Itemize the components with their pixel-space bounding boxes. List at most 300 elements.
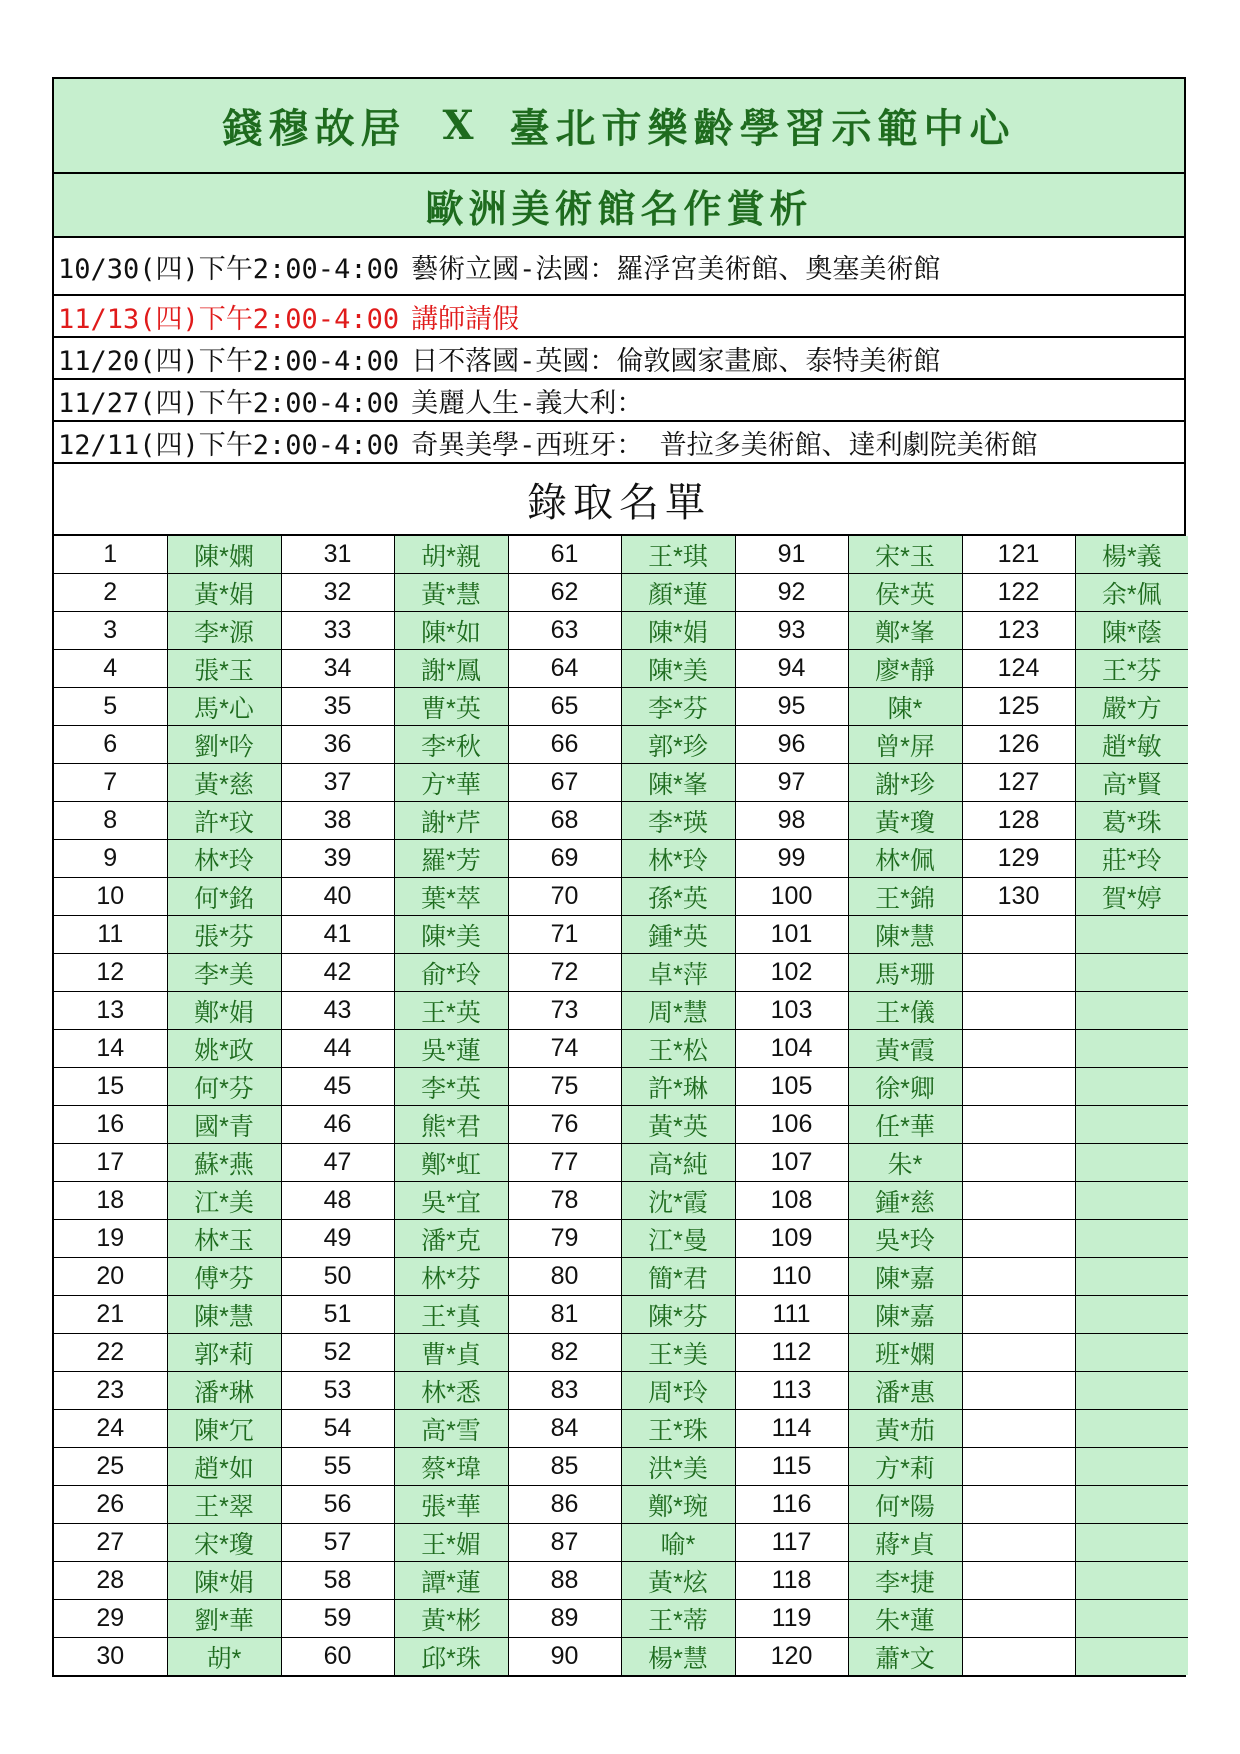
entry-number: 80 — [508, 1258, 621, 1296]
entry-name: 王*錦 — [848, 878, 962, 916]
entry-number: 13 — [54, 992, 167, 1030]
entry-name: 吳*蓮 — [394, 1030, 508, 1068]
table-row — [54, 954, 1188, 992]
entry-number: 128 — [962, 802, 1075, 840]
table-row — [54, 1448, 1188, 1486]
entry-name: 何*陽 — [848, 1486, 962, 1524]
entry-name — [1075, 1144, 1188, 1182]
entry-name: 趙*如 — [167, 1448, 281, 1486]
entry-number: 93 — [735, 612, 848, 650]
entry-number: 1 — [54, 536, 167, 574]
entry-name: 葉*萃 — [394, 878, 508, 916]
entry-number: 27 — [54, 1524, 167, 1562]
entry-name: 陳*冗 — [167, 1410, 281, 1448]
entry-number — [962, 1410, 1075, 1448]
entry-number: 96 — [735, 726, 848, 764]
entry-number: 21 — [54, 1296, 167, 1334]
entry-number: 15 — [54, 1068, 167, 1106]
schedule-topic: 日不落國-英國：倫敦國家畫廊、泰特美術館 — [411, 345, 941, 377]
entry-name: 劉*吟 — [167, 726, 281, 764]
entry-number — [962, 1030, 1075, 1068]
entry-name: 張*玉 — [167, 650, 281, 688]
entry-number: 50 — [281, 1258, 394, 1296]
entry-number: 85 — [508, 1448, 621, 1486]
entry-number: 55 — [281, 1448, 394, 1486]
entry-name — [1075, 1030, 1188, 1068]
entry-name: 鄭*虹 — [394, 1144, 508, 1182]
table-row — [54, 574, 1188, 612]
entry-number: 68 — [508, 802, 621, 840]
entry-name: 陳*嘉 — [848, 1258, 962, 1296]
schedule-time: 11/20(四)下午2:00-4:00 — [58, 345, 400, 377]
entry-number: 9 — [54, 840, 167, 878]
schedule-topic: 美麗人生-義大利： — [411, 387, 644, 419]
entry-number: 38 — [281, 802, 394, 840]
table-row — [54, 840, 1188, 878]
entry-name: 黃*慧 — [394, 574, 508, 612]
entry-number: 124 — [962, 650, 1075, 688]
entry-number: 10 — [54, 878, 167, 916]
entry-number: 95 — [735, 688, 848, 726]
table-row — [54, 1372, 1188, 1410]
entry-number: 82 — [508, 1334, 621, 1372]
entry-number: 104 — [735, 1030, 848, 1068]
schedule-row — [54, 238, 1184, 296]
entry-number: 121 — [962, 536, 1075, 574]
entry-name: 馬*珊 — [848, 954, 962, 992]
entry-name: 楊*慧 — [621, 1638, 735, 1676]
entry-name: 曹*貞 — [394, 1334, 508, 1372]
entry-name: 李*芬 — [621, 688, 735, 726]
entry-name: 何*芬 — [167, 1068, 281, 1106]
entry-number: 46 — [281, 1106, 394, 1144]
entry-number: 76 — [508, 1106, 621, 1144]
entry-name: 王*儀 — [848, 992, 962, 1030]
schedule-time: 11/13(四)下午2:00-4:00 — [58, 303, 400, 335]
entry-number: 31 — [281, 536, 394, 574]
entry-number: 98 — [735, 802, 848, 840]
entry-number: 103 — [735, 992, 848, 1030]
entry-name: 王*翠 — [167, 1486, 281, 1524]
entry-number: 102 — [735, 954, 848, 992]
entry-number: 23 — [54, 1372, 167, 1410]
entry-number: 99 — [735, 840, 848, 878]
entry-number: 35 — [281, 688, 394, 726]
entry-name: 蔣*貞 — [848, 1524, 962, 1562]
entry-number: 90 — [508, 1638, 621, 1676]
entry-number: 87 — [508, 1524, 621, 1562]
entry-name: 江*美 — [167, 1182, 281, 1220]
entry-number: 108 — [735, 1182, 848, 1220]
entry-number: 30 — [54, 1638, 167, 1676]
admission-list-heading: 錄取名單 — [54, 464, 1184, 536]
table-row — [54, 1524, 1188, 1562]
entry-name — [1075, 1638, 1188, 1676]
entry-name: 謝*珍 — [848, 764, 962, 802]
entry-number — [962, 1486, 1075, 1524]
entry-name: 曾*屏 — [848, 726, 962, 764]
table-row — [54, 688, 1188, 726]
entry-name: 郭*珍 — [621, 726, 735, 764]
entry-number: 91 — [735, 536, 848, 574]
entry-name: 陳*嘉 — [848, 1296, 962, 1334]
entry-number: 72 — [508, 954, 621, 992]
entry-name: 林*佩 — [848, 840, 962, 878]
entry-name: 陳*嫻 — [167, 536, 281, 574]
entry-number: 5 — [54, 688, 167, 726]
entry-name: 傅*芬 — [167, 1258, 281, 1296]
entry-name: 班*嫻 — [848, 1334, 962, 1372]
schedule-time: 11/27(四)下午2:00-4:00 — [58, 387, 400, 419]
entry-name — [1075, 1334, 1188, 1372]
title-separator: X — [442, 102, 474, 149]
entry-number: 24 — [54, 1410, 167, 1448]
table-row — [54, 992, 1188, 1030]
entry-name: 郭*莉 — [167, 1334, 281, 1372]
entry-name: 朱* — [848, 1144, 962, 1182]
entry-number: 71 — [508, 916, 621, 954]
entry-name: 黃*英 — [621, 1106, 735, 1144]
entry-name: 孫*英 — [621, 878, 735, 916]
entry-name: 陳*如 — [394, 612, 508, 650]
entry-number: 129 — [962, 840, 1075, 878]
entry-number: 8 — [54, 802, 167, 840]
entry-number: 74 — [508, 1030, 621, 1068]
entry-name: 王*松 — [621, 1030, 735, 1068]
entry-name: 林*玉 — [167, 1220, 281, 1258]
entry-name: 鍾*慈 — [848, 1182, 962, 1220]
entry-number: 42 — [281, 954, 394, 992]
entry-name: 高*賢 — [1075, 764, 1188, 802]
entry-name: 朱*蓮 — [848, 1600, 962, 1638]
entry-number: 109 — [735, 1220, 848, 1258]
entry-name — [1075, 1106, 1188, 1144]
entry-number: 29 — [54, 1600, 167, 1638]
entry-name: 劉*華 — [167, 1600, 281, 1638]
schedule-row — [54, 338, 1184, 380]
entry-name — [1075, 1448, 1188, 1486]
entry-name: 鄭*琬 — [621, 1486, 735, 1524]
entry-name: 趙*敏 — [1075, 726, 1188, 764]
entry-name: 陳* — [848, 688, 962, 726]
entry-number: 20 — [54, 1258, 167, 1296]
entry-name: 李*瑛 — [621, 802, 735, 840]
entry-number: 40 — [281, 878, 394, 916]
entry-number: 118 — [735, 1562, 848, 1600]
entry-name: 陳*慧 — [167, 1296, 281, 1334]
admission-table-body — [54, 536, 1188, 1675]
entry-number: 33 — [281, 612, 394, 650]
entry-name: 李*源 — [167, 612, 281, 650]
entry-number: 66 — [508, 726, 621, 764]
table-row — [54, 764, 1188, 802]
entry-number: 41 — [281, 916, 394, 954]
entry-name: 高*純 — [621, 1144, 735, 1182]
table-row — [54, 878, 1188, 916]
entry-number: 17 — [54, 1144, 167, 1182]
entry-number: 43 — [281, 992, 394, 1030]
entry-name: 陳*娟 — [621, 612, 735, 650]
entry-number — [962, 1448, 1075, 1486]
table-row — [54, 1486, 1188, 1524]
entry-name: 任*華 — [848, 1106, 962, 1144]
entry-number: 69 — [508, 840, 621, 878]
entry-number: 52 — [281, 1334, 394, 1372]
entry-name: 沈*霞 — [621, 1182, 735, 1220]
entry-number: 36 — [281, 726, 394, 764]
table-row — [54, 916, 1188, 954]
entry-number: 116 — [735, 1486, 848, 1524]
entry-name: 羅*芳 — [394, 840, 508, 878]
entry-number: 37 — [281, 764, 394, 802]
entry-name: 鄭*娟 — [167, 992, 281, 1030]
entry-name — [1075, 1296, 1188, 1334]
entry-name — [1075, 1562, 1188, 1600]
entry-name: 王*美 — [621, 1334, 735, 1372]
entry-number: 92 — [735, 574, 848, 612]
entry-number: 53 — [281, 1372, 394, 1410]
entry-number: 64 — [508, 650, 621, 688]
entry-name: 張*華 — [394, 1486, 508, 1524]
entry-number: 75 — [508, 1068, 621, 1106]
entry-name: 王*芬 — [1075, 650, 1188, 688]
entry-name: 陳*蔭 — [1075, 612, 1188, 650]
entry-number: 83 — [508, 1372, 621, 1410]
entry-number: 111 — [735, 1296, 848, 1334]
entry-name: 蘇*燕 — [167, 1144, 281, 1182]
entry-name: 馬*心 — [167, 688, 281, 726]
title-banner — [54, 79, 1184, 174]
table-row — [54, 802, 1188, 840]
entry-number: 106 — [735, 1106, 848, 1144]
entry-number: 44 — [281, 1030, 394, 1068]
entry-number: 94 — [735, 650, 848, 688]
table-row — [54, 1182, 1188, 1220]
entry-name: 王*蒂 — [621, 1600, 735, 1638]
entry-name: 王*英 — [394, 992, 508, 1030]
entry-name: 潘*克 — [394, 1220, 508, 1258]
entry-name: 顏*蓮 — [621, 574, 735, 612]
entry-name — [1075, 916, 1188, 954]
entry-name — [1075, 1372, 1188, 1410]
entry-name: 林*玲 — [167, 840, 281, 878]
entry-name: 黃*霞 — [848, 1030, 962, 1068]
schedule-row — [54, 380, 1184, 422]
table-row — [54, 650, 1188, 688]
entry-number: 70 — [508, 878, 621, 916]
entry-number: 81 — [508, 1296, 621, 1334]
entry-number: 57 — [281, 1524, 394, 1562]
entry-number: 120 — [735, 1638, 848, 1676]
entry-name: 黃*娟 — [167, 574, 281, 612]
entry-number: 4 — [54, 650, 167, 688]
table-row — [54, 612, 1188, 650]
table-row — [54, 1296, 1188, 1334]
entry-number: 73 — [508, 992, 621, 1030]
table-row — [54, 1068, 1188, 1106]
entry-number: 110 — [735, 1258, 848, 1296]
entry-name: 洪*美 — [621, 1448, 735, 1486]
entry-number — [962, 1106, 1075, 1144]
schedule-row — [54, 422, 1184, 464]
entry-name — [1075, 1600, 1188, 1638]
entry-number: 54 — [281, 1410, 394, 1448]
entry-name: 莊*玲 — [1075, 840, 1188, 878]
entry-name: 潘*琳 — [167, 1372, 281, 1410]
entry-number: 34 — [281, 650, 394, 688]
entry-name: 黃*慈 — [167, 764, 281, 802]
entry-number: 60 — [281, 1638, 394, 1676]
entry-number: 12 — [54, 954, 167, 992]
schedule-topic: 奇異美學-西班牙： 普拉多美術館、達利劇院美術館 — [411, 429, 1038, 461]
entry-name: 鄭*峯 — [848, 612, 962, 650]
entry-number: 11 — [54, 916, 167, 954]
entry-number — [962, 916, 1075, 954]
entry-name: 胡* — [167, 1638, 281, 1676]
entry-number: 65 — [508, 688, 621, 726]
entry-name: 李*美 — [167, 954, 281, 992]
entry-name: 宋*瓊 — [167, 1524, 281, 1562]
entry-name: 簡*君 — [621, 1258, 735, 1296]
entry-number: 19 — [54, 1220, 167, 1258]
entry-number: 78 — [508, 1182, 621, 1220]
entry-name — [1075, 1068, 1188, 1106]
entry-name: 譚*蓮 — [394, 1562, 508, 1600]
entry-number: 59 — [281, 1600, 394, 1638]
entry-name: 林*芬 — [394, 1258, 508, 1296]
entry-name — [1075, 1182, 1188, 1220]
entry-name: 張*芬 — [167, 916, 281, 954]
schedule-time: 10/30(四)下午2:00-4:00 — [58, 253, 400, 285]
org-left: 錢穆故居 — [222, 105, 407, 152]
entry-name: 謝*鳳 — [394, 650, 508, 688]
entry-name: 林*悉 — [394, 1372, 508, 1410]
entry-name — [1075, 1486, 1188, 1524]
entry-number: 61 — [508, 536, 621, 574]
entry-number: 123 — [962, 612, 1075, 650]
entry-number: 22 — [54, 1334, 167, 1372]
entry-number: 16 — [54, 1106, 167, 1144]
entry-name: 黃*茄 — [848, 1410, 962, 1448]
entry-name: 陳*美 — [621, 650, 735, 688]
table-row — [54, 536, 1188, 574]
entry-number — [962, 1258, 1075, 1296]
entry-name: 王*珠 — [621, 1410, 735, 1448]
entry-name: 余*佩 — [1075, 574, 1188, 612]
entry-number: 47 — [281, 1144, 394, 1182]
entry-number: 100 — [735, 878, 848, 916]
entry-name — [1075, 1524, 1188, 1562]
entry-name — [1075, 1220, 1188, 1258]
entry-number: 7 — [54, 764, 167, 802]
table-row — [54, 1106, 1188, 1144]
entry-number: 67 — [508, 764, 621, 802]
entry-name: 陳*美 — [394, 916, 508, 954]
entry-name: 江*曼 — [621, 1220, 735, 1258]
entry-name: 方*莉 — [848, 1448, 962, 1486]
table-row — [54, 1030, 1188, 1068]
entry-name: 謝*芹 — [394, 802, 508, 840]
entry-number: 51 — [281, 1296, 394, 1334]
entry-name: 嚴*方 — [1075, 688, 1188, 726]
schedule-topic: 講師請假 — [411, 303, 520, 335]
entry-name: 李*秋 — [394, 726, 508, 764]
entry-number: 127 — [962, 764, 1075, 802]
entry-number: 122 — [962, 574, 1075, 612]
entry-name: 俞*玲 — [394, 954, 508, 992]
entry-number — [962, 992, 1075, 1030]
entry-number: 115 — [735, 1448, 848, 1486]
entry-name: 王*琪 — [621, 536, 735, 574]
entry-number: 112 — [735, 1334, 848, 1372]
entry-number — [962, 1220, 1075, 1258]
entry-number: 117 — [735, 1524, 848, 1562]
entry-name: 周*慧 — [621, 992, 735, 1030]
entry-name: 王*真 — [394, 1296, 508, 1334]
table-row — [54, 1334, 1188, 1372]
table-row — [54, 1144, 1188, 1182]
entry-number: 48 — [281, 1182, 394, 1220]
entry-name: 何*銘 — [167, 878, 281, 916]
entry-number: 89 — [508, 1600, 621, 1638]
entry-name: 許*琳 — [621, 1068, 735, 1106]
entry-number: 79 — [508, 1220, 621, 1258]
entry-number — [962, 1182, 1075, 1220]
entry-name: 黃*瓊 — [848, 802, 962, 840]
entry-name: 熊*君 — [394, 1106, 508, 1144]
entry-number — [962, 1372, 1075, 1410]
entry-name: 黃*炫 — [621, 1562, 735, 1600]
entry-name: 曹*英 — [394, 688, 508, 726]
table-row — [54, 1562, 1188, 1600]
entry-number: 107 — [735, 1144, 848, 1182]
table-row — [54, 1600, 1188, 1638]
entry-number: 25 — [54, 1448, 167, 1486]
entry-number: 97 — [735, 764, 848, 802]
entry-number — [962, 1144, 1075, 1182]
entry-number — [962, 1562, 1075, 1600]
admission-sheet — [52, 77, 1186, 1677]
entry-number: 88 — [508, 1562, 621, 1600]
entry-name: 葛*珠 — [1075, 802, 1188, 840]
entry-name: 許*玟 — [167, 802, 281, 840]
table-row — [54, 1410, 1188, 1448]
entry-name: 邱*珠 — [394, 1638, 508, 1676]
entry-number: 58 — [281, 1562, 394, 1600]
entry-name: 高*雪 — [394, 1410, 508, 1448]
entry-name: 黃*彬 — [394, 1600, 508, 1638]
entry-name: 宋*玉 — [848, 536, 962, 574]
entry-number — [962, 1524, 1075, 1562]
entry-name: 周*玲 — [621, 1372, 735, 1410]
entry-number: 62 — [508, 574, 621, 612]
entry-name: 蔡*瑋 — [394, 1448, 508, 1486]
org-right: 臺北市樂齡學習示範中心 — [509, 105, 1016, 152]
entry-name: 陳*芬 — [621, 1296, 735, 1334]
table-row — [54, 726, 1188, 764]
entry-name: 吳*宜 — [394, 1182, 508, 1220]
entry-number: 126 — [962, 726, 1075, 764]
entry-number: 77 — [508, 1144, 621, 1182]
entry-name: 賀*婷 — [1075, 878, 1188, 916]
entry-name: 廖*靜 — [848, 650, 962, 688]
table-row — [54, 1258, 1188, 1296]
entry-name: 林*玲 — [621, 840, 735, 878]
entry-number: 3 — [54, 612, 167, 650]
entry-name: 胡*親 — [394, 536, 508, 574]
entry-number: 2 — [54, 574, 167, 612]
entry-number — [962, 1068, 1075, 1106]
